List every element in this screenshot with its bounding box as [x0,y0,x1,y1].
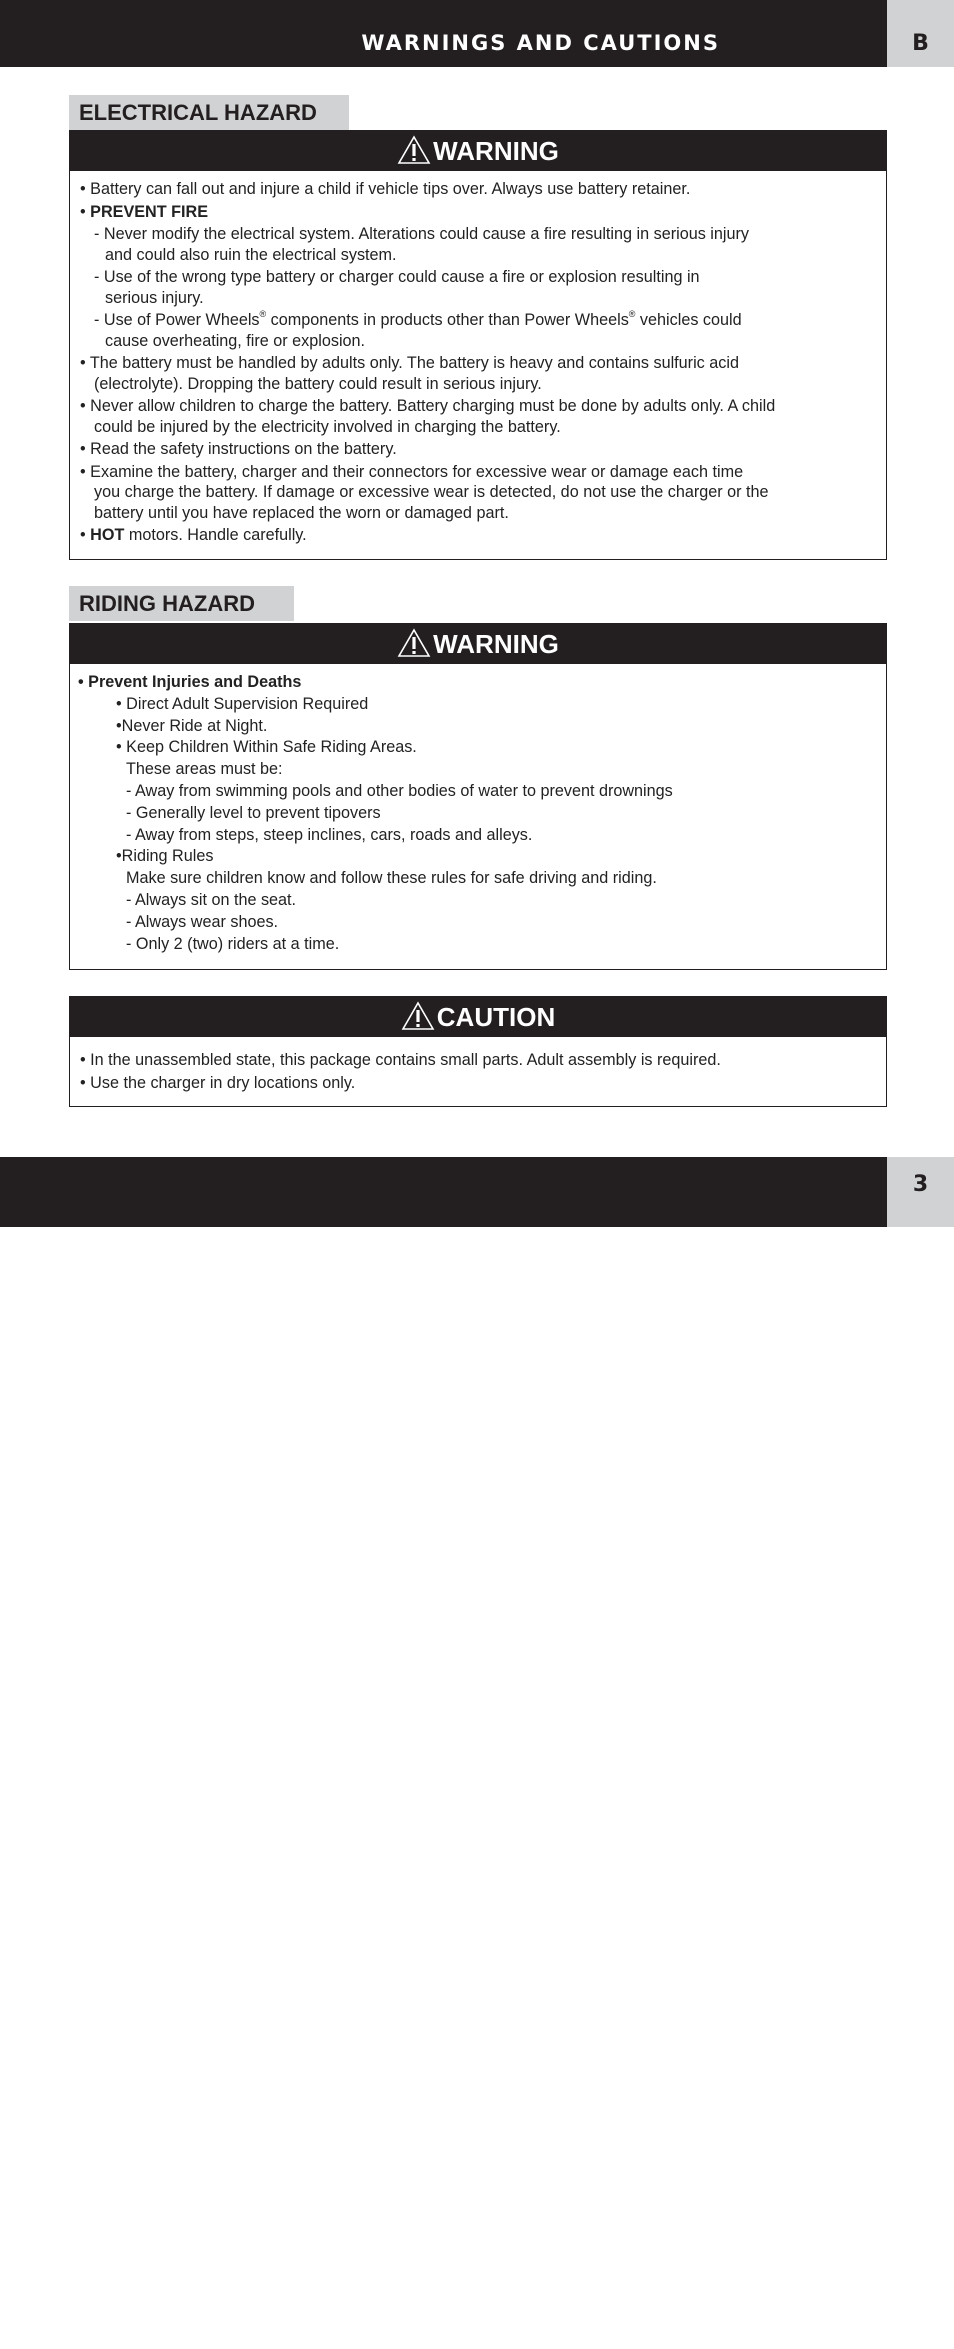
caution-banner-text: CAUTION [436,1002,556,1032]
list-item: • Use the charger in dry locations only. [80,1074,356,1092]
sub-list-item-continued: and could also ruin the electrical system. [105,245,397,264]
bullet: • [80,440,86,458]
list-item: • Direct Adult Supervision Required [116,694,369,713]
dash: - [94,268,100,286]
list-item-continued: could be injured by the electricity involved in charging the battery. [94,417,561,436]
registered-mark: ® [259,309,267,319]
dash: - [94,311,100,329]
list-item: • Keep Children Within Safe Riding Areas. [116,738,417,757]
riding-warning-box [69,623,887,970]
bullet: • [80,354,86,372]
electrical-warning-box [69,130,887,560]
list-item-continued: Make sure children know and follow these rules for safe driving and riding. [126,869,657,888]
list-item [80,202,876,223]
bullet: • [80,526,86,544]
riding-warning-body [70,664,886,955]
warning-triangle-icon [401,1001,435,1031]
registered-mark: ® [628,309,636,319]
list-item: • Battery can fall out and injure a child if vehicle tips over. Always use battery retainer. [80,180,691,198]
riding-hazard-label: RIDING HAZARD [69,586,294,621]
sub-list-item: - Away from steps, steep inclines, cars, roads and alleys. [126,825,533,844]
footer-bar [0,1157,887,2349]
list-item-continued: battery until you have replaced the worn or damaged part. [94,503,509,522]
list-item: • Prevent Injuries and Deaths [78,673,302,691]
warning-triangle-icon [397,628,431,658]
list-item: • The battery must be handled by adults only. The battery is heavy and contains sulfuric acid [80,354,739,372]
header-bar [0,0,887,67]
bullet: • [80,462,86,481]
sub-list-item: - Always sit on the seat. [126,890,297,909]
list-item-continued: (electrolyte). Dropping the battery could result in serious injury. [94,374,542,393]
warning-banner-text: WARNING [433,629,559,659]
warning-banner [70,624,886,664]
caution-body [70,1037,886,1095]
list-item: • Examine the battery, charger and their connectors for excessive wear or damage each time [80,462,744,481]
sub-list-item: - Use of the wrong type battery or charger could cause a fire or explosion resulting in [94,268,700,286]
sub-list-item: - Always wear shoes. [126,912,279,931]
sub-list-item: - Generally level to prevent tipovers [126,803,381,822]
dash: - [94,225,100,243]
section-tab: B [887,0,954,67]
sub-list-item: - Away from swimming pools and other bodies of water to prevent drownings [126,781,673,800]
page-number: 3 [887,1157,954,1227]
warning-banner [70,131,886,171]
page-header-title: WARNINGS AND CAUTIONS [361,31,720,55]
bullet: • [80,180,86,198]
prevent-injuries-heading: Prevent Injuries and Deaths [88,673,302,691]
caution-banner [70,997,886,1037]
bullet: • [80,202,86,221]
prevent-fire-heading: PREVENT FIRE [90,202,208,221]
sub-list-item-continued: serious injury. [105,288,204,307]
electrical-hazard-label: ELECTRICAL HAZARD [69,95,349,130]
list-item-continued: These areas must be: [126,760,283,779]
sub-list-item-continued: cause overheating, fire or explosion. [105,331,366,350]
document-code: N1476pr-0920 [69,2337,140,2349]
sub-list-item: - Use of Power Wheels® components in products other than Power Wheels® vehicles could [94,309,742,329]
warning-triangle-icon [397,135,431,165]
list-item: •Riding Rules [116,847,214,866]
list-item: • Read the safety instructions on the battery. [80,440,397,458]
list-item-continued: you charge the battery. If damage or excessive wear is detected, do not use the charger or the [94,483,769,501]
list-item: • Never allow children to charge the battery. Battery charging must be done by adults only. A child [80,397,776,415]
caution-box [69,996,887,1107]
list-item: • In the unassembled state, this package contains small parts. Adult assembly is required. [80,1051,721,1069]
bullet: • [80,397,86,415]
list-item: • HOT motors. Handle carefully. [80,526,307,544]
electrical-warning-body [70,171,886,546]
sub-list-item: - Only 2 (two) riders at a time. [126,934,340,953]
sub-list-item: - Never modify the electrical system. Alterations could cause a fire resulting in serious injury [94,225,749,243]
warning-banner-text: WARNING [433,136,559,166]
list-item: •Never Ride at Night. [116,716,268,735]
